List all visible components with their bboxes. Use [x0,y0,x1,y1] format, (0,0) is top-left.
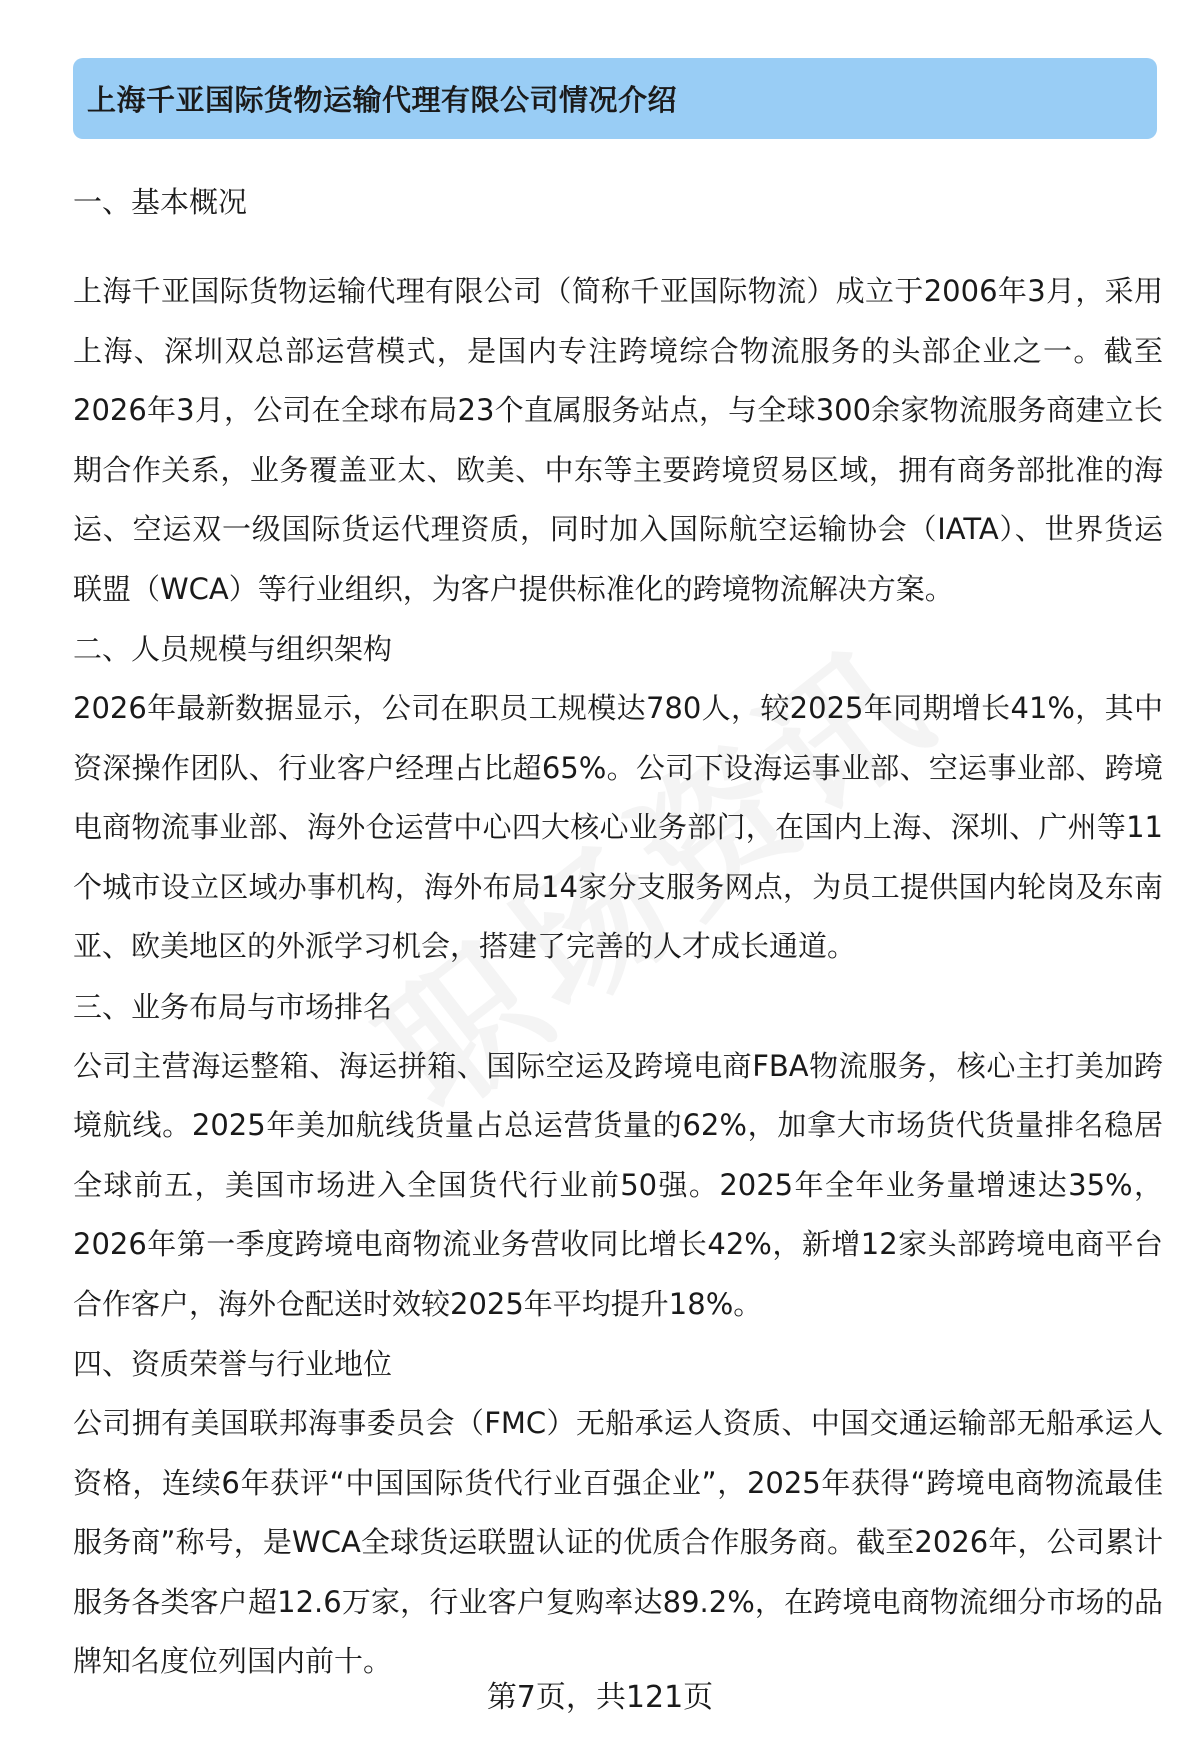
section-heading-staff: 二、人员规模与组织架构 [73,632,393,666]
section-heading-business: 三、业务布局与市场排名 [73,989,393,1024]
section-heading-honors: 四、资质荣誉与行业地位 [73,1347,393,1381]
section-body-business: 公司主营海运整箱、海运拼箱、国际空运及跨境电商FBA物流服务，核心主打美加跨境航线。2025年美加航线货量占总运营货量的62%，加拿大市场货代货量排名稳居全球前五，美国市场进入全国货代行业前50强。2025年全年业务量增速达35%，2026年第一季度跨境电商物流业务营收同比增长42%，新增12家头部跨境电商平台合作客户，海外仓配送时效较2025年平均提升18%。 [73,1048,1163,1321]
document-title: 上海千亚国际货物运输代理有限公司情况介绍 [87,83,678,117]
document-body [73,172,1163,1692]
title-banner [73,58,1157,139]
section-body-overview: 上海千亚国际货物运输代理有限公司（简称千亚国际物流）成立于2006年3月，采用上海、深圳双总部运营模式，是国内专注跨境综合物流服务的头部企业之一。截至2026年3月，公司在全球布局23个直属服务站点，与全球300余家物流服务商建立长期合作关系，业务覆盖亚太、欧美、中东等主要跨境贸易区域，拥有商务部批准的海运、空运双一级国际货运代理资质，同时加入国际航空运输协会（IATA）、世界货运联盟（WCA）等行业组织，为客户提供标准化的跨境物流解决方案。 [73,274,1163,606]
section-body-staff: 2026年最新数据显示，公司在职员工规模达780人，较2025年同期增长41%，其中资深操作团队、行业客户经理占比超65%。公司下设海运事业部、空运事业部、跨境电商物流事业部、海外仓运营中心四大核心业务部门，在国内上海、深圳、广州等11个城市设立区域办事机构，海外布局14家分支服务网点，为员工提供国内轮岗及东南亚、欧美地区的外派学习机会，搭建了完善的人才成长通道。 [73,691,1163,963]
page-number: 第7页，共121页 [486,1680,714,1715]
section-heading-overview: 一、基本概况 [73,185,248,219]
section-body-honors: 公司拥有美国联邦海事委员会（FMC）无船承运人资质、中国交通运输部无船承运人资格，连续6年获评“中国国际货代行业百强企业”，2025年获得“跨境电商物流最佳服务商”称号，是WCA全球货运联盟认证的优质合作服务商。截至2026年，公司累计服务各类客户超12.6万家，行业客户复购率达89.2%，在跨境电商物流细分市场的品牌知名度位列国内前十。 [73,1406,1163,1678]
